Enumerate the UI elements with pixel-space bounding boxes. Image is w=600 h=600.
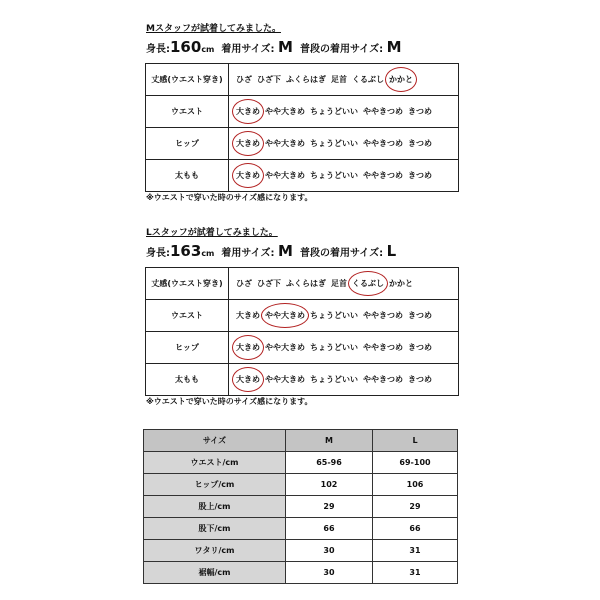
fit-row-options bbox=[229, 128, 459, 160]
size-table-cell: 30 bbox=[286, 540, 373, 562]
fit-option: ひざ下 bbox=[257, 75, 281, 84]
size-table-cell: 66 bbox=[373, 518, 458, 540]
staff-m-heading: Mスタッフが試着してみました。 bbox=[146, 24, 281, 34]
size-table-cell: 66 bbox=[286, 518, 373, 540]
fit-option: やや大きめ bbox=[265, 375, 305, 384]
size-table-row bbox=[144, 540, 458, 562]
fit-row-options bbox=[229, 160, 459, 192]
staff-l-heading: Lスタッフが試着してみました。 bbox=[146, 228, 278, 238]
usual-size-label: 普段の着用サイズ: bbox=[299, 44, 384, 55]
size-table-row-label: 股下/cm bbox=[144, 518, 286, 540]
size-table-row bbox=[144, 452, 458, 474]
fit-row bbox=[146, 364, 459, 396]
fit-row-options bbox=[229, 64, 459, 96]
fit-option: ややきつめ bbox=[363, 375, 403, 384]
fit-option: ひざ bbox=[236, 279, 252, 288]
fit-option: やや大きめ bbox=[265, 107, 305, 116]
fit-option-selected: 大きめ bbox=[236, 139, 260, 148]
fit-option: ちょうどいい bbox=[310, 171, 358, 180]
fit-option: ちょうどいい bbox=[310, 375, 358, 384]
fit-row-label: 丈感(ウエスト穿き) bbox=[146, 268, 229, 300]
fit-row bbox=[146, 332, 459, 364]
fit-row-label: 太もも bbox=[146, 160, 229, 192]
fit-option-selected: 大きめ bbox=[236, 107, 260, 116]
size-table-cell: 69-100 bbox=[373, 452, 458, 474]
size-table-row-label: 裾幅/cm bbox=[144, 562, 286, 584]
size-table-cell: 102 bbox=[286, 474, 373, 496]
staff-m-note: ※ウエストで穿いた時のサイズ感になります。 bbox=[146, 193, 313, 202]
size-table-row bbox=[144, 562, 458, 584]
height-unit: cm bbox=[201, 45, 215, 54]
fit-option: ちょうどいい bbox=[310, 343, 358, 352]
size-table-row-label: ヒップ/cm bbox=[144, 474, 286, 496]
worn-size-label: 着用サイズ: bbox=[221, 44, 275, 55]
fit-option-selected: 大きめ bbox=[236, 343, 260, 352]
fit-option-selected: 大きめ bbox=[236, 375, 260, 384]
size-table-row bbox=[144, 474, 458, 496]
fit-option: ややきつめ bbox=[363, 107, 403, 116]
size-table-header-cell: M bbox=[286, 430, 373, 452]
fit-option: きつめ bbox=[408, 171, 432, 180]
size-table-row-label: ウエスト/cm bbox=[144, 452, 286, 474]
fit-option: ちょうどいい bbox=[310, 107, 358, 116]
height-label: 身長: bbox=[146, 44, 170, 55]
height-value: 160 bbox=[170, 38, 202, 56]
staff-m-spec-line bbox=[146, 38, 402, 56]
size-table-cell: 31 bbox=[373, 562, 458, 584]
fit-option: ひざ下 bbox=[257, 279, 281, 288]
fit-row bbox=[146, 128, 459, 160]
usual-size-label: 普段の着用サイズ: bbox=[299, 248, 384, 259]
fit-option: きつめ bbox=[408, 139, 432, 148]
staff-m-fit-table bbox=[145, 63, 459, 192]
fit-row-label: 太もも bbox=[146, 364, 229, 396]
worn-size-value: M bbox=[278, 38, 293, 56]
height-unit: cm bbox=[201, 249, 215, 258]
size-table-cell: 65-96 bbox=[286, 452, 373, 474]
size-table-cell: 29 bbox=[286, 496, 373, 518]
fit-option: ふくらはぎ bbox=[286, 279, 326, 288]
fit-option: ややきつめ bbox=[363, 139, 403, 148]
fit-option: ややきつめ bbox=[363, 343, 403, 352]
fit-option: やや大きめ bbox=[265, 139, 305, 148]
fit-row bbox=[146, 96, 459, 128]
fit-option: ちょうどいい bbox=[310, 139, 358, 148]
fit-option-selected: 大きめ bbox=[236, 171, 260, 180]
fit-option-selected: かかと bbox=[389, 75, 413, 84]
fit-option: ちょうどいい bbox=[310, 311, 358, 320]
fit-row-label: ヒップ bbox=[146, 332, 229, 364]
fit-option: きつめ bbox=[408, 311, 432, 320]
size-table-cell: 106 bbox=[373, 474, 458, 496]
usual-size-value: L bbox=[386, 242, 397, 260]
size-table-row bbox=[144, 518, 458, 540]
worn-size-value: M bbox=[278, 242, 293, 260]
size-table-cell: 30 bbox=[286, 562, 373, 584]
fit-option: 足首 bbox=[331, 75, 347, 84]
fit-row-options bbox=[229, 364, 459, 396]
fit-row-options bbox=[229, 268, 459, 300]
size-table-header-cell: サイズ bbox=[144, 430, 286, 452]
fit-option: やや大きめ bbox=[265, 343, 305, 352]
fit-option-selected: くるぶし bbox=[352, 279, 384, 288]
fit-row-label: 丈感(ウエスト穿き) bbox=[146, 64, 229, 96]
fit-row bbox=[146, 64, 459, 96]
size-table-header-cell: L bbox=[373, 430, 458, 452]
fit-row-label: ウエスト bbox=[146, 96, 229, 128]
fit-option: やや大きめ bbox=[265, 171, 305, 180]
fit-row-options bbox=[229, 300, 459, 332]
size-table-row bbox=[144, 496, 458, 518]
fit-option: ふくらはぎ bbox=[286, 75, 326, 84]
size-table-row-label: ワタリ/cm bbox=[144, 540, 286, 562]
fit-row-options bbox=[229, 96, 459, 128]
height-label: 身長: bbox=[146, 248, 170, 259]
worn-size-label: 着用サイズ: bbox=[221, 248, 275, 259]
staff-l-spec-line bbox=[146, 242, 396, 260]
fit-option: ひざ bbox=[236, 75, 252, 84]
fit-option-selected: やや大きめ bbox=[265, 311, 305, 320]
fit-option: 大きめ bbox=[236, 311, 260, 320]
size-table-cell: 29 bbox=[373, 496, 458, 518]
fit-row-label: ウエスト bbox=[146, 300, 229, 332]
fit-row bbox=[146, 268, 459, 300]
fit-option: きつめ bbox=[408, 343, 432, 352]
size-table bbox=[143, 429, 458, 584]
height-value: 163 bbox=[170, 242, 202, 260]
fit-option: かかと bbox=[389, 279, 413, 288]
staff-l-fit-table bbox=[145, 267, 459, 396]
fit-row-label: ヒップ bbox=[146, 128, 229, 160]
usual-size-value: M bbox=[386, 38, 402, 56]
fit-row bbox=[146, 160, 459, 192]
size-table-row-label: 股上/cm bbox=[144, 496, 286, 518]
size-table-header bbox=[144, 430, 458, 452]
fit-option: 足首 bbox=[331, 279, 347, 288]
fit-row-options bbox=[229, 332, 459, 364]
fit-option: きつめ bbox=[408, 107, 432, 116]
fit-option: ややきつめ bbox=[363, 311, 403, 320]
fit-option: ややきつめ bbox=[363, 171, 403, 180]
staff-l-note: ※ウエストで穿いた時のサイズ感になります。 bbox=[146, 397, 313, 406]
fit-row bbox=[146, 300, 459, 332]
fit-option: くるぶし bbox=[352, 75, 384, 84]
fit-option: きつめ bbox=[408, 375, 432, 384]
size-table-cell: 31 bbox=[373, 540, 458, 562]
